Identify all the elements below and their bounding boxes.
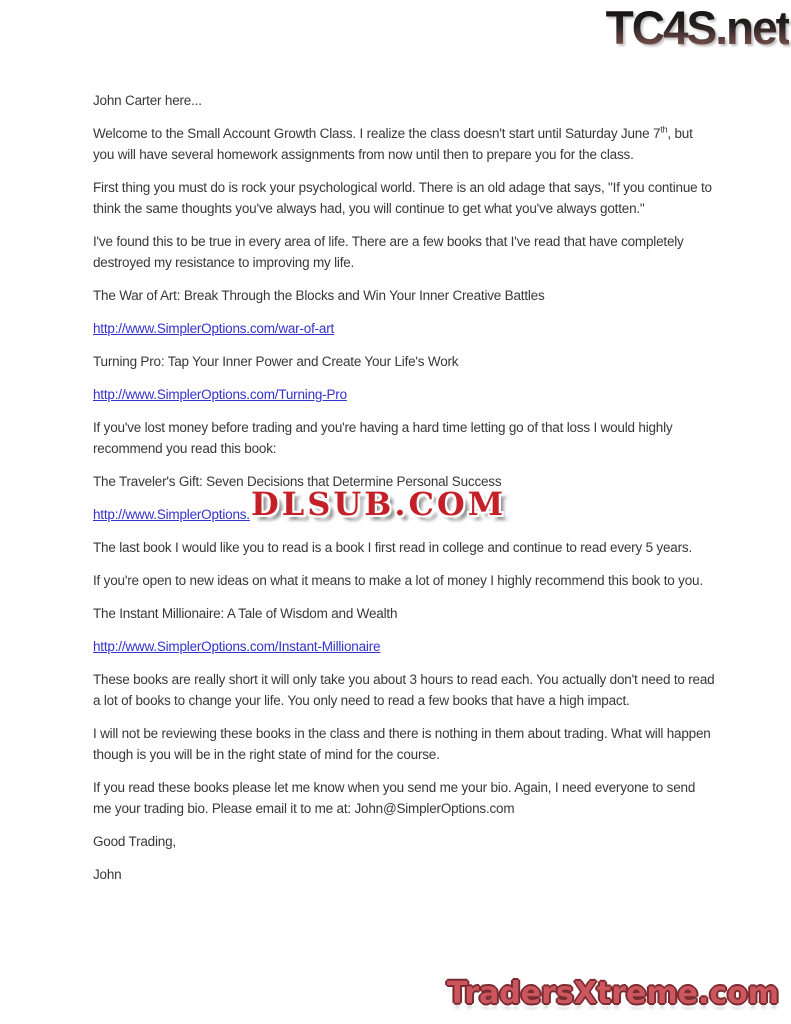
paragraph-read-books: If you read these books please let me know when you send me your bio. Again, I need everyone to send me your trading bio. Please email it to me at: John@SimplerOptions.com [93,780,696,816]
paragraph-closing: Good Trading, [93,834,176,849]
link-row-war-of-art [93,318,715,339]
book-title-war-of-art: The War of Art: Break Through the Blocks and Win Your Inner Creative Battles [93,288,545,303]
link-war-of-art[interactable]: http://www.SimplerOptions.com/war-of-art [93,321,335,336]
link-row-instant-millionaire [93,636,715,657]
link-row-turning-pro [93,384,715,405]
paragraph-last-book: The last book I would like you to read is a book I first read in college and continue to read every 5 years. [93,540,692,555]
welcome-text-before: Welcome to the Small Account Growth Class. I realize the class doesn't start until Saturday June 7 [93,126,661,141]
link-row-travelers-gift [93,485,715,525]
welcome-text-after: , but you will have several homework assignments from now until then to prepare you for the class. [93,126,693,162]
paragraph-welcome [93,123,715,165]
book-title-instant-millionaire: The Instant Millionaire: A Tale of Wisdom and Wealth [93,606,398,621]
letter-body [93,90,715,897]
dlsub-watermark: DLSUB.COM [251,485,507,523]
paragraph-signature: John [93,867,122,882]
paragraph-not-reviewing: I will not be reviewing these books in the class and there is nothing in them about trading. What will happen though is you will be in the right state of mind for the course. [93,726,711,762]
book-title-travelers-gift: The Traveler's Gift: Seven Decisions that Determine Personal Success [93,474,502,489]
paragraph-greeting: John Carter here... [93,93,202,108]
tc4s-logo: TC4S.net [605,1,789,55]
paragraph-books-short: These books are really short it will only take you about 3 hours to read each. You actually don't need to read a lot of books to change your life. You only need to read a few books that have a high impact. [93,672,715,708]
paragraph-lost-money: If you've lost money before trading and you're having a hard time letting go of that loss I would highly recommend you read this book: [93,420,673,456]
paragraph-open-ideas: If you're open to new ideas on what it means to make a lot of money I highly recommend this book to you. [93,573,703,588]
link-travelers-gift[interactable]: http://www.SimplerOptions. [93,507,250,522]
book-title-turning-pro: Turning Pro: Tap Your Inner Power and Create Your Life's Work [93,354,459,369]
link-instant-millionaire[interactable]: http://www.SimplerOptions.com/Instant-Millionaire [93,639,381,654]
paragraph-first-thing: First thing you must do is rock your psychological world. There is an old adage that says, "If you continue to think the same thoughts you've always had, you will continue to get what you've always gotten." [93,180,712,216]
paragraph-found-true: I've found this to be true in every area of life. There are a few books that I've read that have completely destroyed my resistance to improving my life. [93,234,684,270]
ordinal-superscript: th [660,124,668,135]
link-turning-pro[interactable]: http://www.SimplerOptions.com/Turning-Pro [93,387,347,402]
tradersxtreme-logo: TradersXtreme.com [447,976,779,1011]
